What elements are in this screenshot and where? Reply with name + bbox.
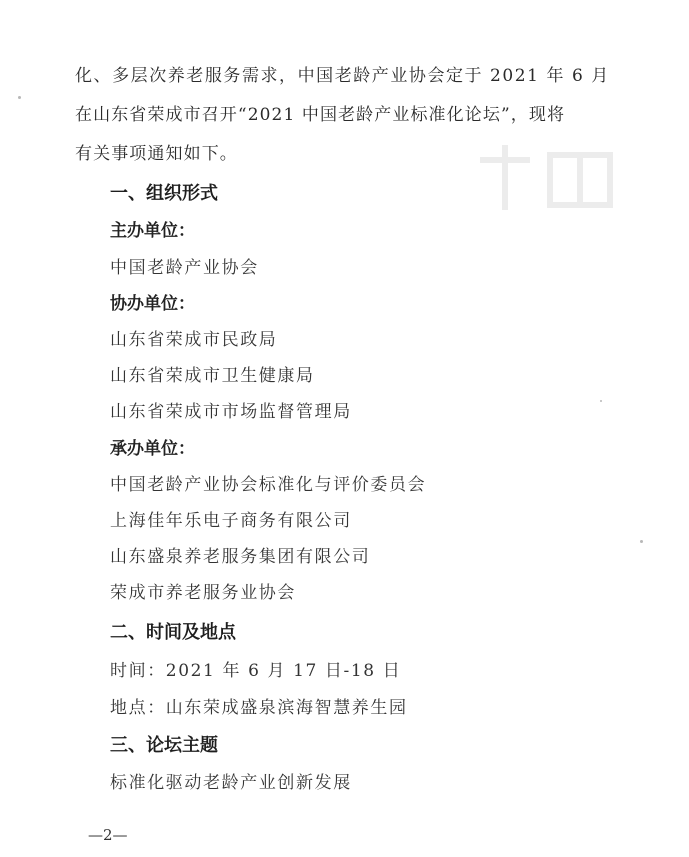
forum-theme: 标准化驱动老龄产业创新发展: [110, 773, 352, 793]
co-organizer-item: 山东省荣成市民政局: [110, 330, 278, 350]
section-heading-theme: 三、论坛主题: [110, 735, 218, 756]
host-org: 中国老龄产业协会: [110, 258, 259, 278]
organizer-item: 上海佳年乐电子商务有限公司: [110, 511, 352, 531]
section-heading-organization: 一、组织形式: [110, 183, 218, 204]
watermark-bleed-through: [470, 140, 620, 220]
organizer-label: 承办单位：: [110, 439, 195, 459]
organizer-item: 荣成市养老服务业协会: [110, 583, 296, 603]
co-organizer-label: 协办单位：: [110, 294, 195, 314]
paragraph-line-2: 在山东省荣成市召开“2021 中国老龄产业标准化论坛”，现将: [75, 105, 566, 125]
section-heading-time-place: 二、时间及地点: [110, 622, 236, 643]
event-place: 地点：山东荣成盛泉滨海智慧养生园: [110, 698, 408, 718]
co-organizer-item: 山东省荣成市卫生健康局: [110, 366, 315, 386]
organizer-item: 中国老龄产业协会标准化与评价委员会: [110, 475, 427, 495]
scan-speck: [600, 400, 602, 402]
event-time: 时间：2021 年 6 月 17 日-18 日: [110, 661, 402, 681]
scan-speck: [640, 540, 643, 543]
scan-speck: [18, 96, 21, 99]
page-number: —2—: [88, 826, 128, 844]
paragraph-line-3: 有关事项通知如下。: [75, 144, 238, 164]
paragraph-line-1: 化、多层次养老服务需求，中国老龄产业协会定于 2021 年 6 月: [75, 66, 610, 86]
co-organizer-item: 山东省荣成市市场监督管理局: [110, 402, 352, 422]
host-label: 主办单位：: [110, 221, 195, 241]
organizer-item: 山东盛泉养老服务集团有限公司: [110, 547, 371, 567]
